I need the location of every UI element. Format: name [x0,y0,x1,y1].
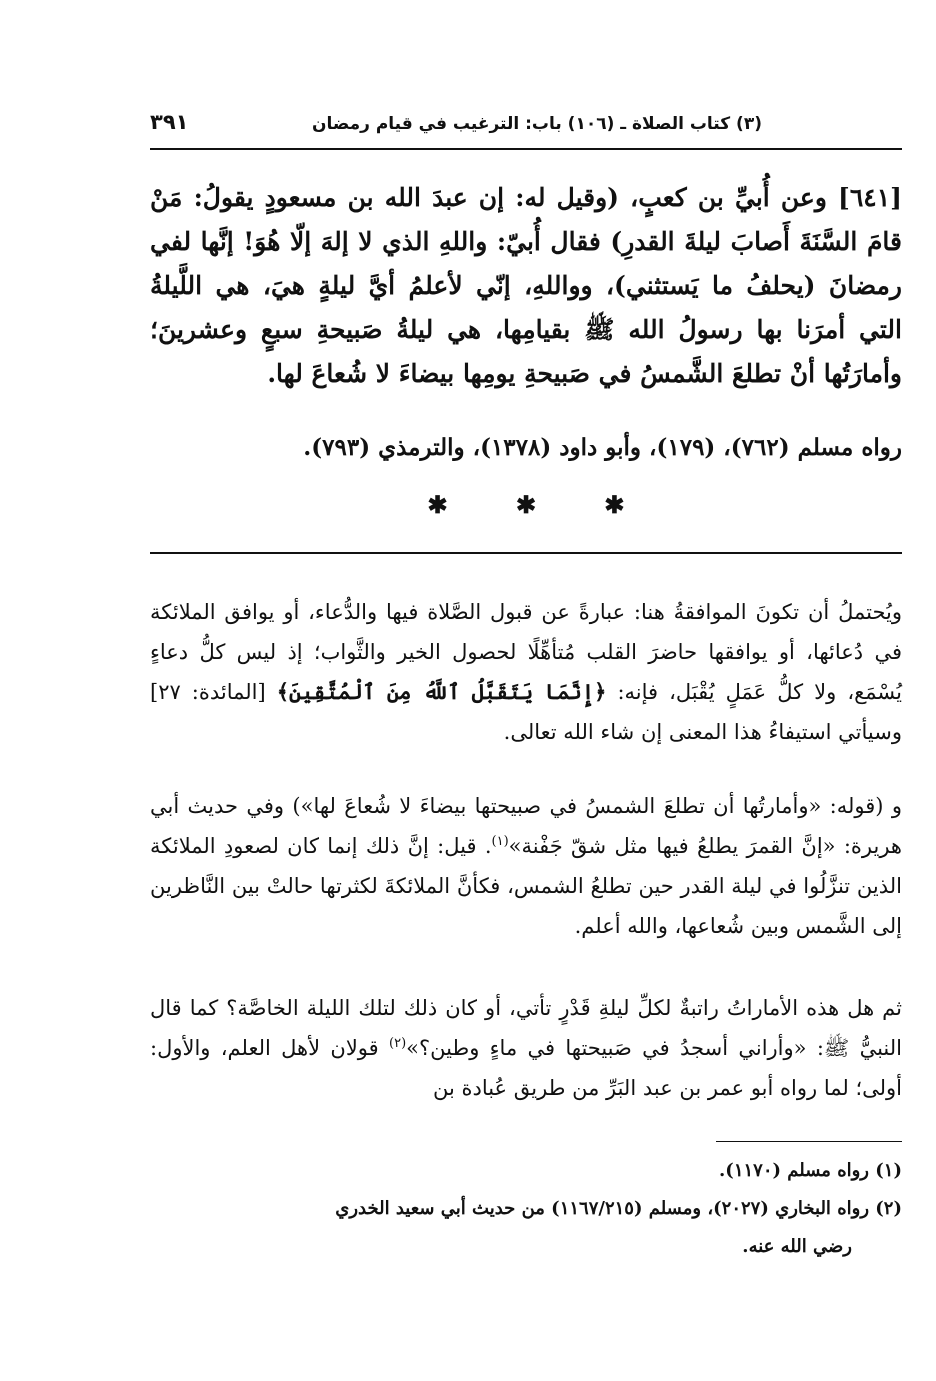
star-icon: ✱ [427,490,448,519]
footnote-2: (٢) رواه البخاري (٢٠٢٧)، ومسلم (١١٦٧/٢١٥) من حديث أبي سعيد الخدري [335,1198,902,1219]
running-title: (٣) كتاب الصلاة ـ (١٠٦) باب: الترغيب في قيام رمضان [311,114,762,134]
hadith-source: رواه مسلم (٧٦٢)، (١٧٩)، وأبو داود (١٣٧٨)، والترمذي (٧٩٣). [303,434,902,461]
section-rule [150,552,902,554]
commentary-paragraph [150,592,902,752]
star-icon: ✱ [604,490,625,519]
footnote-rule [716,1141,902,1142]
page-number: ٣٩١ [150,110,189,134]
commentary-text: ثم هل هذه الأماراتُ راتبةٌ لكلِّ ليلةِ قَدْرٍ تأتي، أو كان ذلك لتلك الليلة الخاصَّة؟ كما قال النبيُّ ﷺ: «وأراني أسجدُ في صَبيحتها في ماءٍ وطين؟» [150,996,903,1060]
page-header [150,110,902,150]
header-rule [150,148,902,150]
footnote-marker: (١) [491,834,509,849]
footnote-2-continued: رضي الله عنه. [742,1236,852,1257]
commentary-paragraph [150,786,902,946]
commentary-text: . قيل: إنَّ ذلك إنما كان لصعودِ الملائكة الذين تنزَّلُوا في ليلة القدر حين تطلعُ الشمس، فكأنَّ الملائكةَ لكثرتها حالتْ بين النَّاظرين إلى الشَّمس وبين شُعاعها، والله أعلم. [150,834,902,938]
hadith-text: [٦٤١] وعن أُبيِّ بن كعبٍ، (وقيل له: إن عبدَ الله بن مسعودٍ يقولُ: مَنْ قامَ السَّنَةَ أَصابَ ليلةَ القدرِ) فقال أُبيّ: واللهِ الذي لا إلهَ إلّا هُوَ! إنَّها لفي رمضانَ (يحلفُ ما يَستثني)، وواللهِ، إنّي لأعلمُ أيَّ ليلةٍ هيَ، هي اللَّيلةُ التي أمرَنا بها رسولُ الله ﷺ بقيامِها، هي ليلةُ صَبيحةِ سبعٍ وعشرينَ؛ وأمارَتُها أنْ تطلعَ الشَّمسُ في صَبيحةِ يومِها بيضاءَ لا شُعاعَ لها. [150,183,903,388]
footnote-1: (١) رواه مسلم (١١٧٠). [719,1160,902,1181]
commentary-text: [المائدة: ٢٧] وسيأتي استيفاءُ هذا المعنى إن شاء الله تعالى. [150,680,902,744]
star-separator [150,490,902,519]
commentary-text: و (قوله: «وأمارتُها أن تطلعَ الشمسُ في صبيحتها بيضاءَ لا شُعاعَ لها») وفي حديث أبي هريرة: «إنَّ القمرَ يطلعُ فيها مثل شقّ جَفْنة» [150,794,903,858]
footnotes [150,1152,902,1266]
commentary-text: قولان لأهل العلم، والأول: أولى؛ لما رواه أبو عمر بن عبد البَرِّ من طريق عُبادة بن [150,1036,902,1100]
star-icon: ✱ [515,490,537,519]
quran-quote: ﴿إِنَّمَا يَتَقَبَّلُ ٱللَّهُ مِنَ ٱلْمُتَّقِينَ﴾ [276,679,607,704]
commentary-paragraph [150,988,902,1108]
footnote-marker: (٢) [389,1036,407,1051]
commentary-text: ويُحتملُ أن تكونَ الموافقةُ هنا: عبارةً عن قبول الصَّلاة فيها والدُّعاء، أو يوافق الملائكة في دُعائها، أو يوافقها حاضرَ القلب مُتأهِّلًا لحصول الخير والثَّواب؛ إذ ليس كلُّ دعاءٍ يُسْمَع، ولا كلُّ عَمَلٍ يُقْبَل، فإنه: [150,600,902,704]
